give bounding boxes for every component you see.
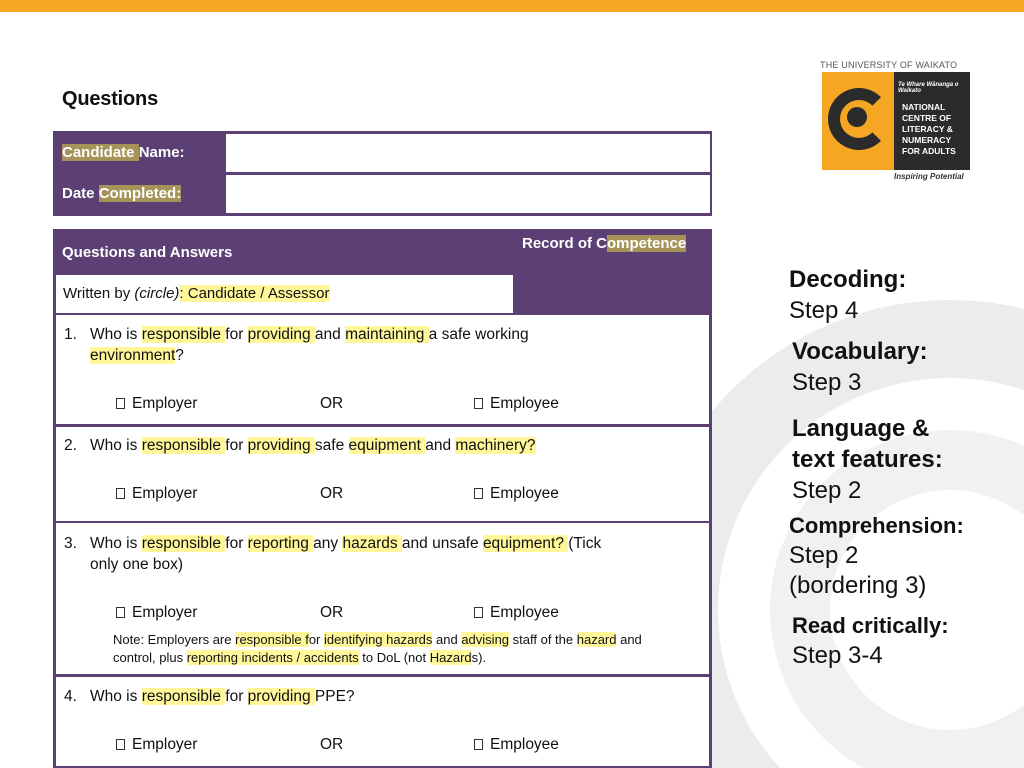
checkbox-icon[interactable]	[474, 398, 483, 409]
logo-tagline: Inspiring Potential	[894, 172, 964, 181]
question-3-text: 3. Who is responsible for reporting any hazards and unsafe equipment? (Tick only one box)	[64, 535, 602, 573]
record-of-competence-cell	[516, 275, 710, 313]
q1-employee-option[interactable]: Employee	[474, 395, 559, 413]
step-language-text-features: Language & text features: Step 2	[792, 415, 943, 504]
question-3	[56, 523, 709, 674]
q4-employer-option[interactable]: Employer	[116, 736, 197, 754]
q2-employer-option[interactable]: Employer	[116, 485, 197, 503]
question-4	[56, 677, 709, 766]
question-2	[56, 427, 709, 521]
top-accent-bar	[0, 0, 1024, 12]
written-by-row: Written by (circle): Candidate / Assessor	[56, 275, 513, 313]
step-vocabulary: Vocabulary: Step 3	[792, 338, 928, 396]
q4-or-label: OR	[320, 736, 344, 753]
question-1	[56, 315, 709, 424]
candidate-info-table	[53, 131, 712, 216]
logo-maori-name: Te Whare Wānanga o Waikato	[898, 82, 959, 94]
question-2-text: 2. Who is responsible for providing safe equipment and machinery?	[64, 437, 536, 454]
university-logo	[820, 60, 972, 182]
logo-spiral-icon	[822, 72, 894, 170]
q3-employer-option[interactable]: Employer	[116, 604, 197, 622]
question-3-note: Note: Employers are responsible for identifying hazards and advising staff of the hazard and control, plus reporting incidents / accidents to DoL (not Hazards).	[113, 632, 642, 665]
q4-employee-option[interactable]: Employee	[474, 736, 559, 754]
checkbox-icon[interactable]	[116, 607, 125, 618]
checkbox-icon[interactable]	[116, 739, 125, 750]
date-completed-field[interactable]	[226, 175, 710, 213]
candidate-name-row	[55, 133, 710, 173]
q2-or-label: OR	[320, 485, 344, 502]
q3-or-label: OR	[320, 604, 344, 621]
step-comprehension: Comprehension: Step 2 (bordering 3)	[789, 513, 964, 599]
step-decoding: Decoding: Step 4	[789, 266, 907, 324]
checkbox-icon[interactable]	[474, 739, 483, 750]
logo-centre-name: NATIONAL CENTRE OF LITERACY & NUMERACY FOR ADULTS	[902, 102, 956, 156]
q3-employee-option[interactable]: Employee	[474, 604, 559, 622]
checkbox-icon[interactable]	[474, 607, 483, 618]
question-4-text: 4. Who is responsible for providing PPE?	[64, 688, 355, 705]
logo-university-name: THE UNIVERSITY OF WAIKATO	[820, 60, 958, 70]
checkbox-icon[interactable]	[474, 488, 483, 499]
checkbox-icon[interactable]	[116, 488, 125, 499]
q2-employee-option[interactable]: Employee	[474, 485, 559, 503]
checkbox-icon[interactable]	[116, 398, 125, 409]
step-read-critically: Read critically: Step 3-4	[792, 613, 949, 669]
q1-employer-option[interactable]: Employer	[116, 395, 197, 413]
q1-or-label: OR	[320, 395, 344, 412]
date-completed-row	[55, 174, 710, 214]
candidate-name-label: Candidate Name:	[55, 133, 224, 173]
page-title: Questions	[62, 88, 158, 110]
qa-header: Questions and Answers	[55, 231, 514, 274]
record-of-competence-header: Record of Competence	[515, 231, 710, 274]
questions-answers-table	[53, 229, 712, 768]
candidate-name-field[interactable]	[226, 134, 710, 172]
date-completed-label: Date Completed:	[55, 174, 224, 214]
question-1-text: 1. Who is responsible for providing and maintaining a safe working environment?	[64, 326, 529, 364]
